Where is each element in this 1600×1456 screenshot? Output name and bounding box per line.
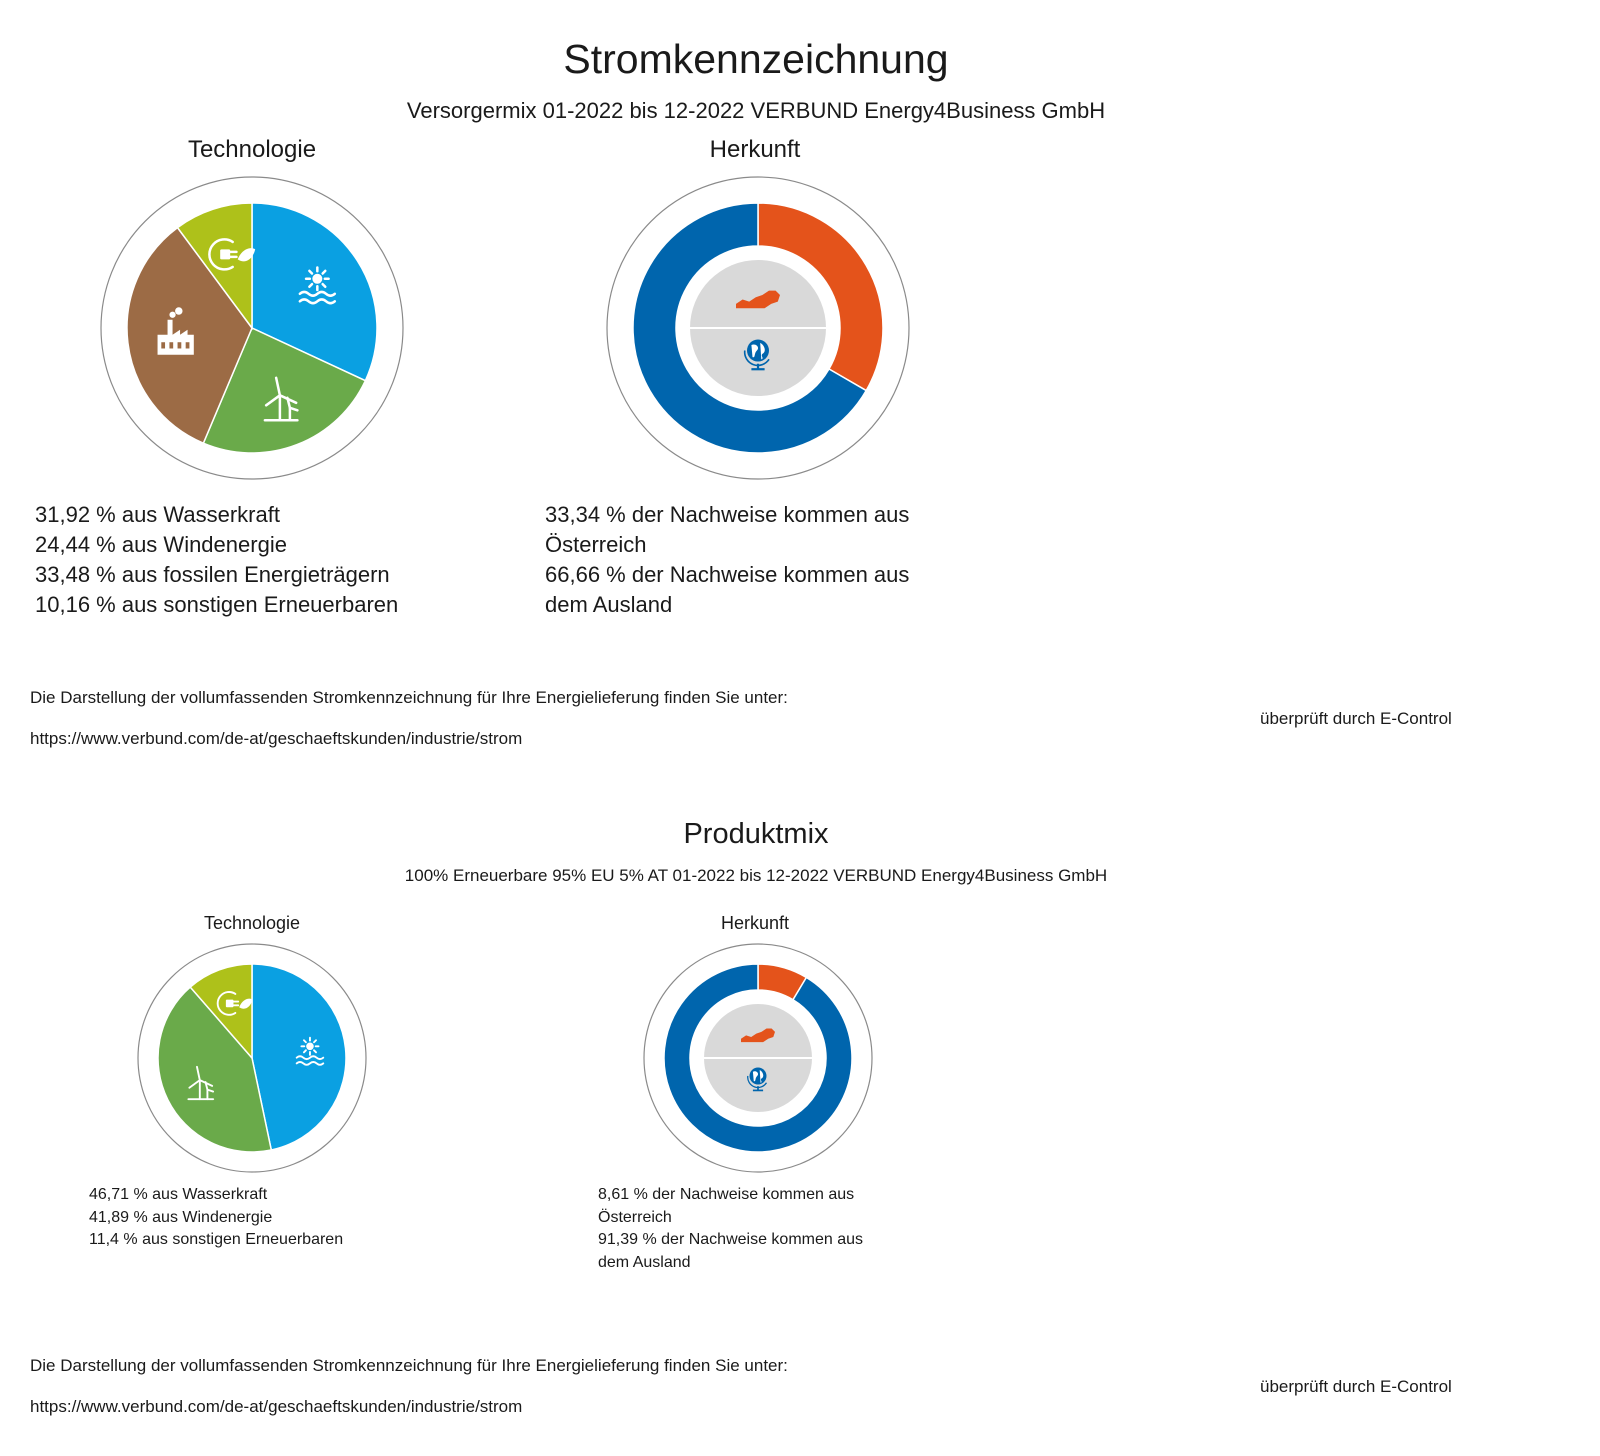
supplier-url-link[interactable]: https://www.verbund.com/de-at/geschaeftskunden/industrie/strom [30, 729, 523, 748]
product-verified-label: überprüft durch E-Control [1260, 1377, 1452, 1396]
legend-item-wasserkraft: 31,92 % aus Wasserkraft [35, 502, 280, 527]
supplier-technology-heading: Technologie [187, 136, 317, 163]
product-note: Die Darstellung der vollumfassenden Stromkennzeichnung für Ihre Energielieferung finden Sie unter: [30, 1356, 788, 1375]
legend-item-wasserkraft: 46,71 % aus Wasserkraft [89, 1186, 268, 1203]
legend-item-abroad-cont: dem Ausland [598, 1253, 691, 1271]
product-origin-chart [644, 944, 872, 1172]
legend-item-abroad-cont: dem Ausland [545, 592, 673, 617]
supplier-technology-chart [101, 177, 403, 479]
supplier-origin-chart [607, 177, 909, 479]
supplier-origin-heading: Herkunft [709, 136, 801, 163]
product-technology-heading: Technologie [203, 913, 301, 933]
legend-item-austria-cont: Österreich [598, 1208, 672, 1226]
product-origin-heading: Herkunft [720, 913, 790, 933]
legend-item-fossil: 33,48 % aus fossilen Energieträgern [35, 562, 390, 587]
legend-item-sonstige: 11,4 % aus sonstigen Erneuerbaren [89, 1231, 344, 1248]
product-url-link[interactable]: https://www.verbund.com/de-at/geschaeftskunden/industrie/strom [30, 1397, 523, 1416]
legend-item-austria-cont: Österreich [545, 532, 647, 557]
legend-item-abroad: 91,39 % der Nachweise kommen aus [598, 1231, 864, 1248]
page-title: Stromkennzeichnung [563, 36, 949, 82]
legend-item-abroad: 66,66 % der Nachweise kommen aus [545, 562, 910, 587]
product-technology-chart [138, 944, 366, 1172]
supplier-note: Die Darstellung der vollumfassenden Stromkennzeichnung für Ihre Energielieferung finden Sie unter: [30, 688, 788, 707]
supplier-verified-label: überprüft durch E-Control [1260, 709, 1452, 728]
product-mix-title: Produktmix [683, 818, 829, 850]
legend-item-sonstige: 10,16 % aus sonstigen Erneuerbaren [35, 592, 399, 617]
legend-item-austria: 8,61 % der Nachweise kommen aus [598, 1186, 855, 1203]
legend-item-windenergie: 41,89 % aus Windenergie [89, 1208, 273, 1226]
legend-item-windenergie: 24,44 % aus Windenergie [35, 532, 287, 557]
legend-item-austria: 33,34 % der Nachweise kommen aus [545, 502, 910, 527]
product-mix-subtitle: 100% Erneuerbare 95% EU 5% AT 01-2022 bis 12-2022 VERBUND Energy4Business GmbH [404, 866, 1108, 885]
supplier-mix-subtitle: Versorgermix 01-2022 bis 12-2022 VERBUND Energy4Business GmbH [406, 98, 1106, 123]
